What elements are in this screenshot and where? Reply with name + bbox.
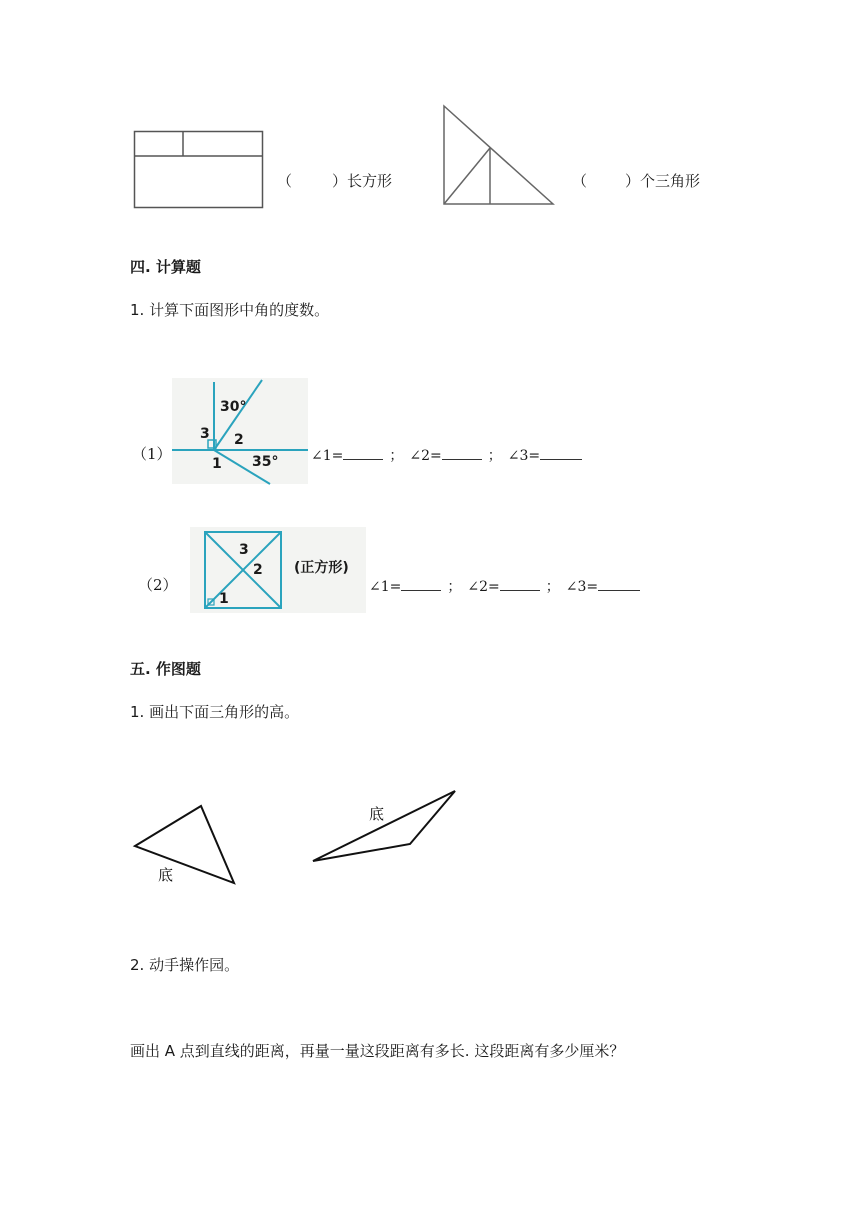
square-angle-3-label: 3 — [239, 542, 249, 558]
triangle-1-base-label: 底 — [158, 866, 174, 884]
rect-answer-close: ）长方形 — [332, 172, 393, 190]
angle-2-answer-blank[interactable] — [500, 578, 540, 591]
square-angle-2-label: 2 — [253, 562, 263, 578]
angle-1-answer-blank[interactable] — [343, 447, 383, 460]
part-2-label: （2） — [138, 576, 178, 594]
square-angle-figure — [190, 527, 366, 613]
triangle-2-figure — [308, 786, 460, 866]
section-5-question-1: 1. 画出下面三角形的高。 — [130, 703, 300, 721]
section-4-title: 四. 计算题 — [130, 258, 201, 276]
rect-answer-open: （ — [277, 172, 293, 190]
part-1-answers — [311, 445, 582, 465]
square-caption: (正方形) — [294, 560, 349, 576]
part-1-label: （1） — [132, 445, 172, 463]
rectangle-figure — [133, 130, 265, 210]
tri-answer-open: （ — [572, 172, 588, 190]
angle-2-answer-blank[interactable] — [442, 447, 482, 460]
tri-answer-close: ）个三角形 — [625, 172, 701, 190]
triangle-count-figure — [438, 103, 558, 209]
angle-3-label: 3 — [200, 426, 210, 442]
angle-2-prompt: ∠2= — [409, 448, 442, 464]
square-angle-1-label: 1 — [219, 591, 229, 607]
angle-3-answer-blank[interactable] — [598, 578, 640, 591]
part-2-answers — [369, 576, 640, 596]
angle-35-label: 35° — [252, 454, 279, 470]
section-5-title: 五. 作图题 — [130, 660, 201, 678]
section-5-question-2-text: 画出 A 点到直线的距离，再量一量这段距离有多长. 这段距离有多少厘米？ — [130, 1042, 625, 1060]
separator: ； — [487, 448, 502, 464]
angle-figure-1 — [172, 378, 308, 484]
separator: ； — [545, 579, 560, 595]
triangle-2-base-label: 底 — [369, 805, 385, 823]
triangle-1-figure — [130, 800, 240, 888]
angle-1-label: 1 — [212, 456, 222, 472]
separator: ； — [389, 448, 404, 464]
angle-3-answer-blank[interactable] — [540, 447, 582, 460]
angle-1-answer-blank[interactable] — [401, 578, 441, 591]
angle-2-prompt: ∠2= — [467, 579, 500, 595]
angle-1-prompt: ∠1= — [311, 448, 344, 464]
angle-1-prompt: ∠1= — [369, 579, 402, 595]
angle-30-label: 30° — [220, 399, 247, 415]
section-4-question-1: 1. 计算下面图形中角的度数。 — [130, 301, 330, 319]
angle-3-prompt: ∠3= — [507, 448, 541, 464]
section-5-question-2: 2. 动手操作园。 — [130, 956, 240, 974]
angle-2-label: 2 — [234, 432, 244, 448]
angle-3-prompt: ∠3= — [565, 579, 599, 595]
separator: ； — [447, 579, 462, 595]
